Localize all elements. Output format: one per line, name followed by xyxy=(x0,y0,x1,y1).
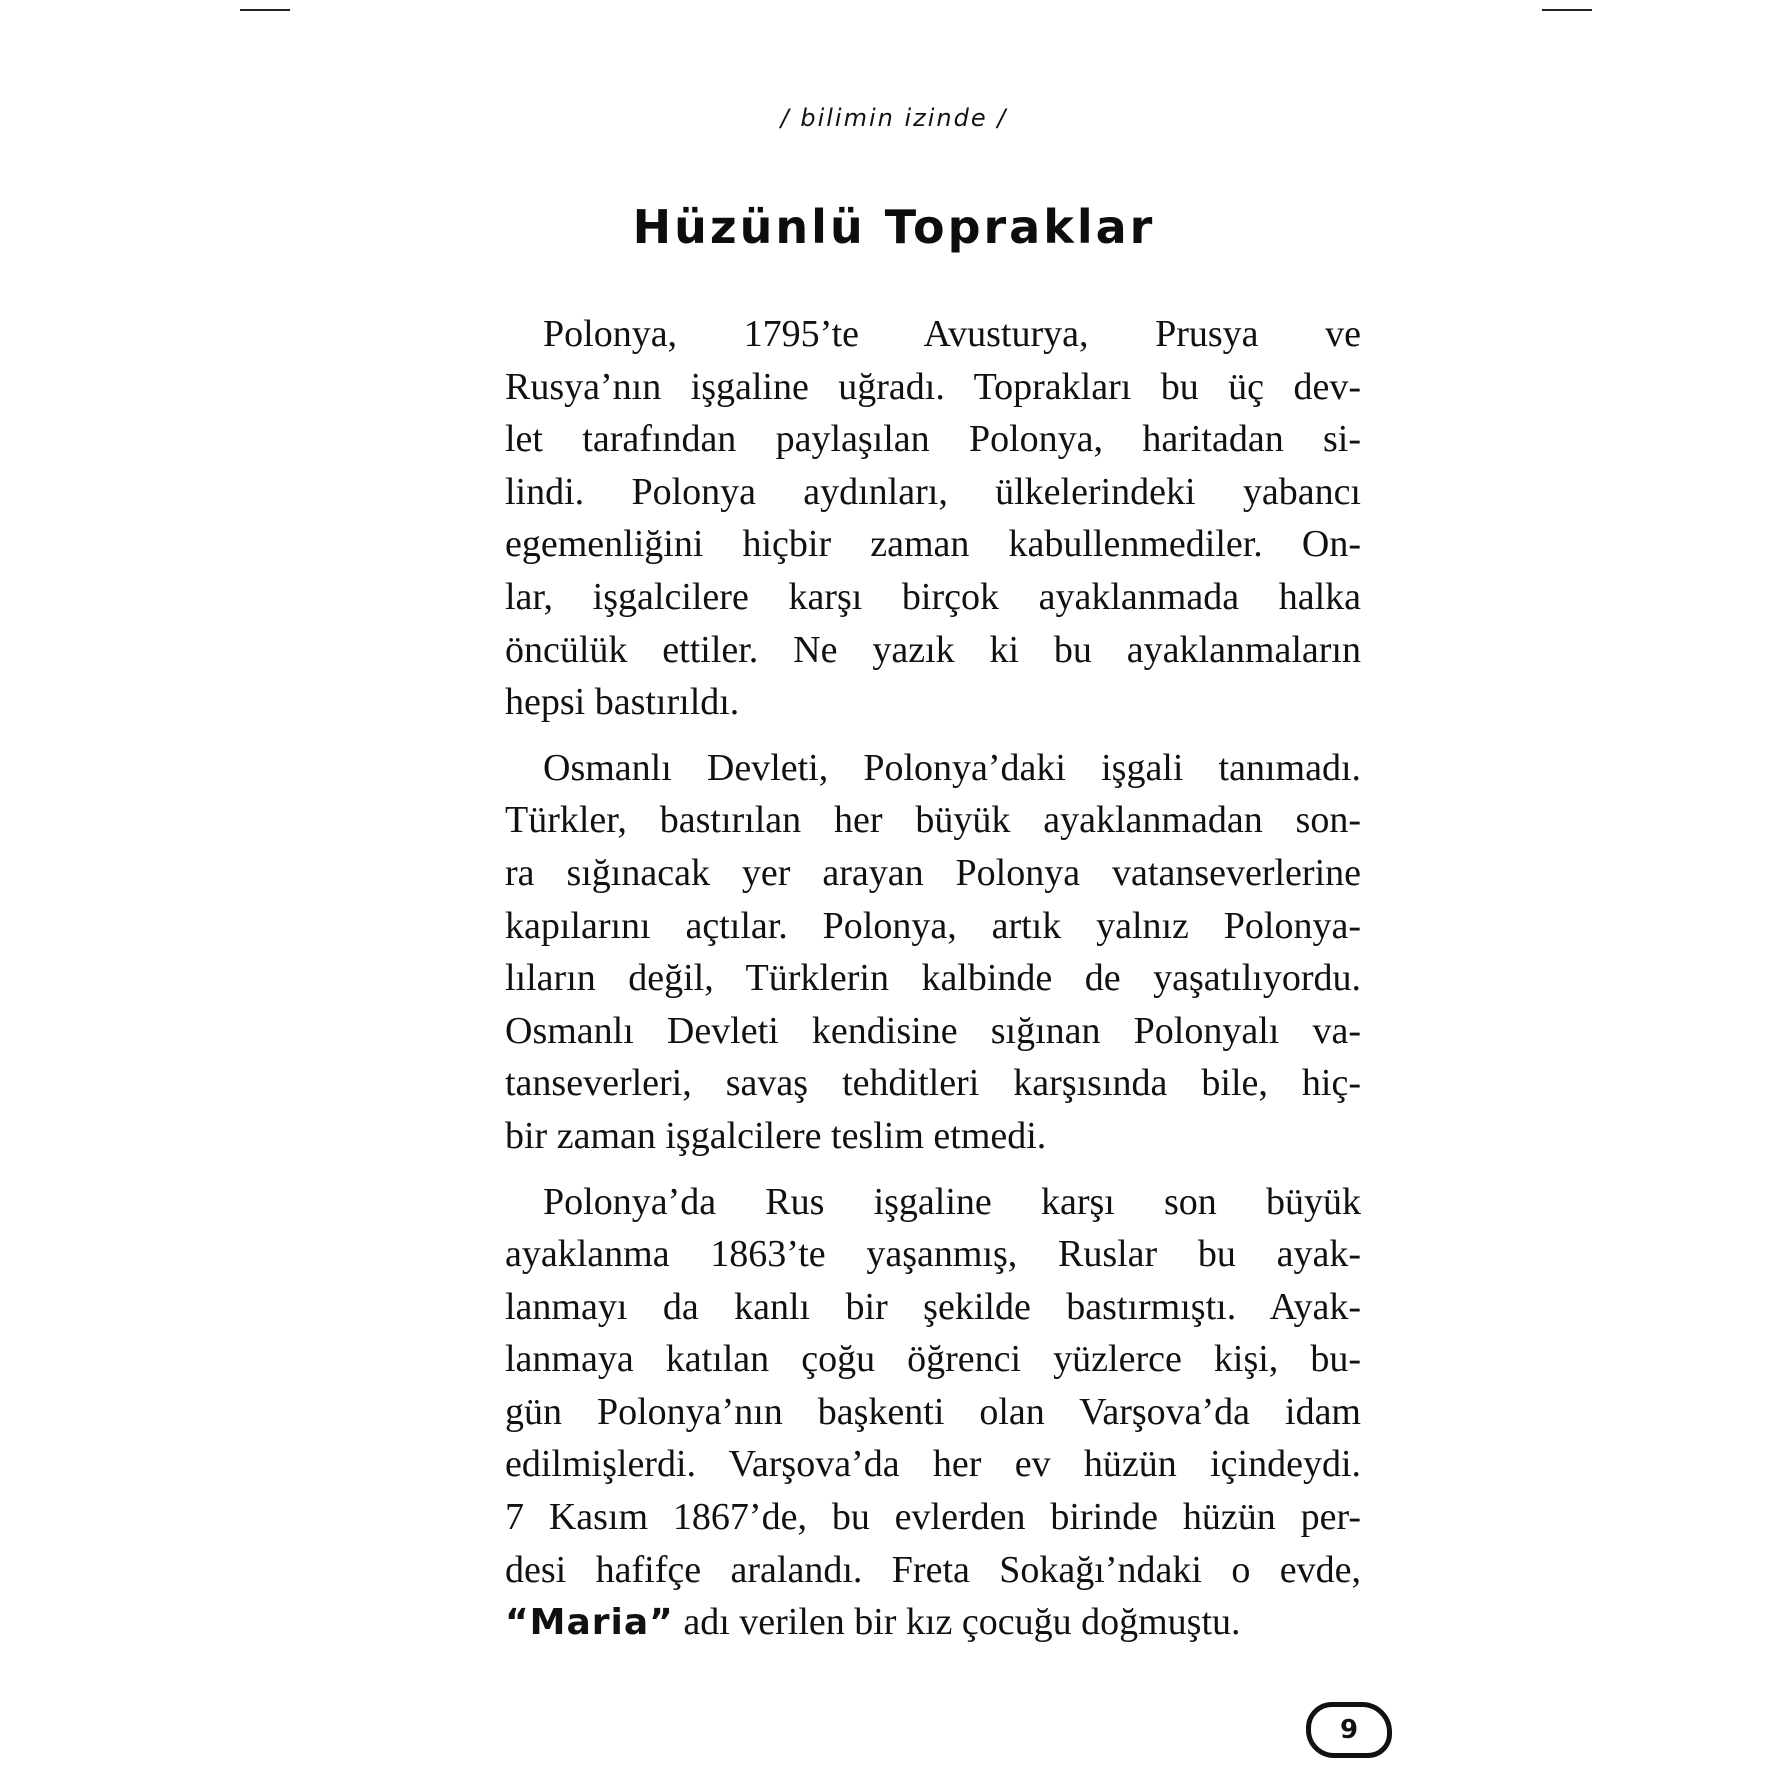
body-text xyxy=(505,308,1361,1663)
text-line: lıların değil, Türklerin kalbinde de yaşatılıyordu. xyxy=(505,957,1361,1000)
text-line-rest: adı verilen bir kız çocuğu doğmuştu. xyxy=(673,1601,1241,1644)
text-line: lar, işgalcilere karşı birçok ayaklanmada halka xyxy=(505,575,1361,618)
text-line: Osmanlı Devleti kendisine sığınan Polonyalı va- xyxy=(505,1009,1361,1052)
text-line: ayaklanma 1863’te yaşanmış, Ruslar bu ayak- xyxy=(505,1233,1361,1276)
text-line: Osmanlı Devleti, Polonya’daki işgali tanımadı. xyxy=(543,746,1361,789)
paragraph-3 xyxy=(505,1176,1361,1650)
text-line: ra sığınacak yer arayan Polonya vatanseverlerine xyxy=(505,851,1361,894)
text-line: lindi. Polonya aydınları, ülkelerindeki yabancı xyxy=(505,470,1361,513)
series-header: / bilimin izinde / xyxy=(780,104,1008,132)
highlighted-name: “Maria” xyxy=(505,1602,674,1644)
text-line: Türkler, bastırılan her büyük ayaklanmadan son- xyxy=(505,799,1361,842)
text-line-final xyxy=(505,1596,1361,1650)
text-line: lanmayı da kanlı bir şekilde bastırmıştı. Ayak- xyxy=(505,1285,1361,1328)
text-line: desi hafifçe aralandı. Freta Sokağı’ndaki o evde, xyxy=(505,1548,1361,1591)
text-line: hepsi bastırıldı. xyxy=(505,681,740,724)
paragraph-1 xyxy=(505,308,1361,729)
page-number: 9 xyxy=(1339,1715,1359,1745)
text-line: Polonya’da Rus işgaline karşı son büyük xyxy=(543,1180,1361,1223)
text-line: 7 Kasım 1867’de, bu evlerden birinde hüzün per- xyxy=(505,1496,1361,1539)
text-line: öncülük ettiler. Ne yazık ki bu ayaklanmaların xyxy=(505,628,1361,671)
paragraph-2 xyxy=(505,742,1361,1163)
text-line: Polonya, 1795’te Avusturya, Prusya ve xyxy=(543,313,1361,355)
text-line: kapılarını açtılar. Polonya, artık yalnız Polonya- xyxy=(505,904,1361,947)
text-line: tanseverleri, savaş tehditleri karşısında bile, hiç- xyxy=(505,1062,1361,1105)
text-line: Rusya’nın işgaline uğradı. Toprakları bu üç dev- xyxy=(505,365,1361,408)
chapter-title: Hüzünlü Topraklar xyxy=(632,200,1156,254)
text-line: egemenliğini hiçbir zaman kabullenmediler. On- xyxy=(505,523,1361,566)
text-line: edilmişlerdi. Varşova’da her ev hüzün içindeydi. xyxy=(505,1443,1361,1486)
text-line: gün Polonya’nın başkenti olan Varşova’da idam xyxy=(505,1390,1361,1433)
text-line: lanmaya katılan çoğu öğrenci yüzlerce kişi, bu- xyxy=(505,1338,1361,1381)
text-line: bir zaman işgalcilere teslim etmedi. xyxy=(505,1114,1047,1157)
text-line: let tarafından paylaşılan Polonya, haritadan si- xyxy=(505,418,1361,461)
crop-mark-right xyxy=(1542,9,1592,11)
crop-mark-left xyxy=(240,9,290,11)
page-number-badge xyxy=(1306,1702,1392,1758)
